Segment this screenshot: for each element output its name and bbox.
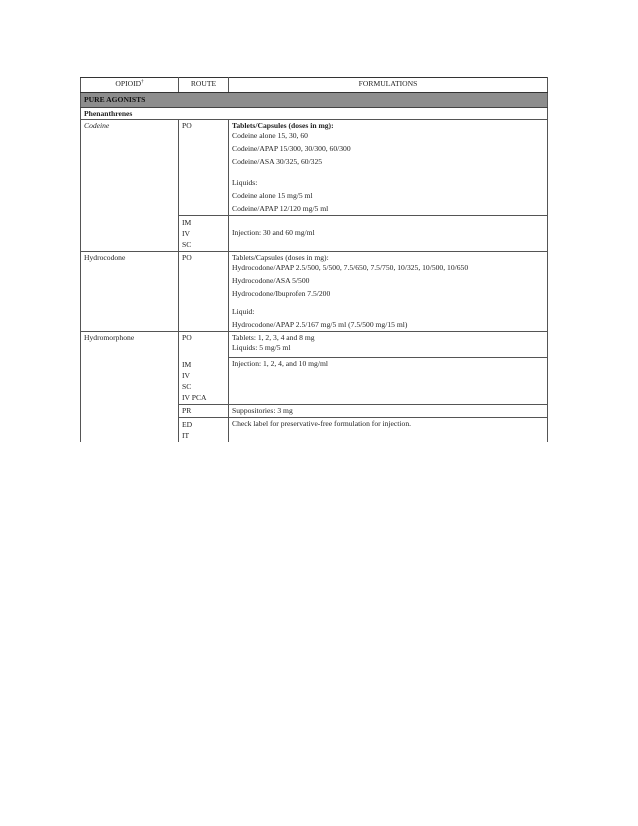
header-opioid: OPIOID†	[81, 78, 179, 93]
formulation-cell: Suppositories: 3 mg	[229, 404, 548, 417]
formulation-cell: Tablets: 1, 2, 3, 4 and 8 mg Liquids: 5 mg/5 ml	[229, 332, 548, 358]
drug-cell-empty	[81, 358, 179, 405]
table-row	[81, 332, 548, 358]
drug-cell-empty	[81, 404, 179, 417]
drug-codeine: Codeine	[81, 120, 179, 216]
table-row	[81, 417, 548, 442]
formulation-cell: Check label for preservative-free formulation for injection.	[229, 417, 548, 442]
subsection-row	[81, 108, 548, 120]
route-cell: PR	[179, 404, 229, 417]
table-row	[81, 216, 548, 252]
route-cell: PO	[179, 120, 229, 216]
section-row	[81, 93, 548, 108]
table-header-row	[81, 78, 548, 93]
formulation-cell: Tablets/Capsules (doses in mg): Hydrocodone/APAP 2.5/500, 5/500, 7.5/650, 7.5/750, 10/325, 10/500, 10/650 Hydrocodone/ASA 5/500 Hydrocodone/Ibuprofen 7.5/200 Liquid: Hydrocodone/APAP 2.5/167 mg/5 ml (7.5/500 mg/15 ml)	[229, 252, 548, 332]
route-cell: IM IV SC	[179, 216, 229, 252]
header-route: ROUTE	[179, 78, 229, 93]
table-row	[81, 120, 548, 216]
drug-hydromorphone: Hydromorphone	[81, 332, 179, 358]
subsection-phenanthrenes: Phenanthrenes	[81, 108, 548, 120]
table-row	[81, 404, 548, 417]
route-cell: ED IT	[179, 417, 229, 442]
drug-cell-empty	[81, 417, 179, 442]
route-cell: PO	[179, 332, 229, 358]
formulation-cell: Tablets/Capsules (doses in mg): Codeine alone 15, 30, 60 Codeine/APAP 15/300, 30/300, 60/300 Codeine/ASA 30/325, 60/325 Liquids: Codeine alone 15 mg/5 ml Codeine/APAP 12/120 mg/5 ml	[229, 120, 548, 216]
drug-hydrocodone: Hydrocodone	[81, 252, 179, 332]
opioid-formulations-table	[80, 77, 548, 442]
formulation-cell: Injection: 30 and 60 mg/ml	[229, 216, 548, 252]
table-row	[81, 358, 548, 405]
table-row	[81, 252, 548, 332]
formulation-cell: Injection: 1, 2, 4, and 10 mg/ml	[229, 358, 548, 405]
header-formulations: FORMULATIONS	[229, 78, 548, 93]
route-cell: PO	[179, 252, 229, 332]
drug-cell-empty	[81, 216, 179, 252]
section-pure-agonists: PURE AGONISTS	[81, 93, 548, 108]
route-cell: IM IV SC IV PCA	[179, 358, 229, 405]
